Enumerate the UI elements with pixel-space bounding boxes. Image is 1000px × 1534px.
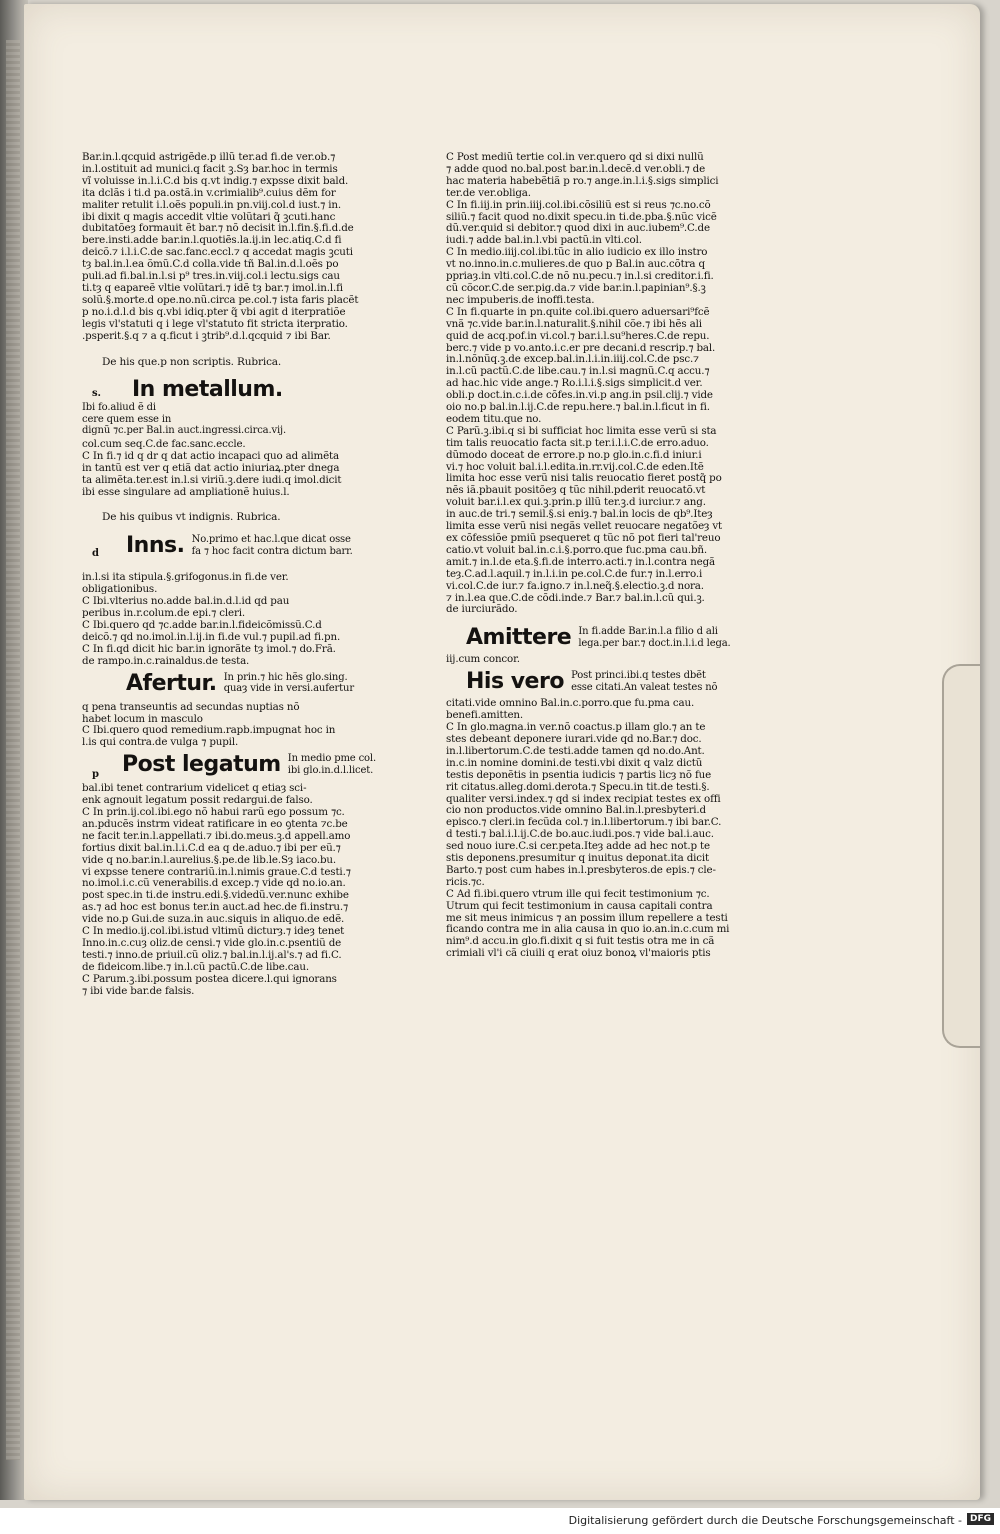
text-line: C In medio.iiij.col.ibi.tũc in alio iudicio ex illo instro bbox=[446, 246, 708, 259]
text-line: No.primo et hac.l.que dicat osse bbox=[191, 534, 351, 546]
text-line: voluit bar.i.l.ex qui.ꝫ.prin.p illũ ter.ꝫ.d iurciur.⁊ ang. bbox=[446, 496, 706, 509]
text-line: iudi.⁊ adde bal.in.l.vbi pactũ.in vlti.col. bbox=[446, 234, 642, 247]
text-line: episco.⁊ cleri.in fecũda col.⁊ in.l.libertorum.⁊ ibi bar.C. bbox=[446, 816, 722, 829]
text-line: eodem titu.que no. bbox=[446, 412, 542, 425]
lemma-block bbox=[446, 626, 746, 652]
text-line: dũ.ver.quid si debitor.⁊ quod dixi in auc.iubem⁹.C.de bbox=[446, 222, 710, 235]
lemma-gloss bbox=[192, 534, 353, 557]
lemma-heading: Afertur. bbox=[126, 670, 217, 696]
text-line: fa ⁊ hoc facit contra dictum barr. bbox=[191, 545, 353, 557]
dfg-logo: DFG bbox=[967, 1513, 994, 1525]
text-line: catio.vt voluit bal.in.c.i.§.porro.que fuc.pma cau.bñ. bbox=[446, 543, 707, 556]
text-line: testis deponẽtis in psentia iudicis ⁊ partis licȝ nõ fue bbox=[446, 768, 712, 781]
text-line: ti.tȝ q eapareẽ vltie volũtari.⁊ idẽ tȝ bar.⁊ imol.in.l.fi bbox=[82, 281, 343, 294]
text-line: C In fi.quarte in pn.quite col.ibi.quero aduersari⁹fcẽ bbox=[446, 305, 710, 318]
text-line: fortius dixit bal.in.l.i.C.d ea q de.aduo.⁊ ibi per eũ.⁊ bbox=[82, 841, 341, 854]
text-line: ibi esse singulare ad ampliationẽ huius.l. bbox=[82, 485, 290, 498]
text-block bbox=[82, 783, 382, 997]
text-line: ppriaȝ.in vlti.col.C.de nõ nu.pecu.⁊ in.l.si creditor.i.fi. bbox=[446, 270, 714, 283]
text-line: C Parũ.ꝫ.ibi.q si bi sufficiat hoc limita esse verũ si sta bbox=[446, 424, 717, 437]
text-line: ⁊ in.l.ea que.C.de cõdi.inde.⁊ Bar.⁊ bal.in.l.cũ qui.ꝫ. bbox=[446, 591, 705, 604]
page-edges bbox=[6, 40, 20, 1460]
text-line: ricis.⁊c. bbox=[446, 875, 485, 888]
text-line: vnã ⁊c.vide bar.in.l.naturalit.§.nihil cõe.⁊ ibi hẽs ali bbox=[446, 317, 702, 330]
text-line: stis deponens.presumitur q inuitus deponat.ita dicit bbox=[446, 852, 710, 865]
text-line: limita hoc esse verũ nisi talis reuocatio fieret postq̃ po bbox=[446, 472, 722, 485]
text-line: ibi dixit q magis accedit vltie volũtari q̃ ꝫcuti.hanc bbox=[82, 210, 336, 223]
lemma-block bbox=[82, 672, 382, 700]
text-line: Ibi fo.aliud ẽ di bbox=[82, 402, 156, 414]
text-line: ad hac.hic vide ange.⁊ Ro.i.l.i.§.sigs simplicit.d ver. bbox=[446, 377, 703, 390]
lemma-heading: Post legatum bbox=[122, 752, 281, 778]
text-line: puli.ad fi.bal.in.l.si p⁹ tres.in.viij.col.i lectu.sigs cau bbox=[82, 270, 340, 283]
text-line: post spec.in ti.de instru.edi.§.videdũ.ver.nunc exhibe bbox=[82, 889, 349, 902]
text-line: in.l.nõnũq.ꝫ.de excep.bal.in.l.i.in.iiij.col.C.de psc.⁊ bbox=[446, 353, 699, 366]
text-line: ⁊ adde quod no.bal.post bar.in.l.decẽ.d ver.obli.⁊ de bbox=[446, 162, 706, 175]
text-line: limita esse verũ nisi negãs vellet reuocare negatõeȝ vt bbox=[446, 520, 723, 533]
text-line: rit citatus.alleg.domi.derota.⁊ Specu.in tit.de testi.§. bbox=[446, 780, 710, 793]
text-line: Post princi.ibi.q testes dbẽt bbox=[571, 670, 706, 682]
text-line: cio non productos.vide omnino Bal.in.l.presbyteri.d bbox=[446, 804, 706, 817]
margin-marker: s. bbox=[92, 388, 101, 400]
text-line: l.is qui contra.de vulga ⁊ pupil. bbox=[82, 736, 239, 749]
text-line: crimiali vl'i cã ciuili q erat oiuz bonoꝝ vl'maioris ptis bbox=[446, 947, 711, 960]
text-line: quaȝ vide in versi.aufertur bbox=[223, 683, 354, 695]
text-line: in.l.cũ pactũ.C.de libe.cau.⁊ in.l.si magnũ.C.q accu.⁊ bbox=[446, 365, 710, 378]
text-line: C Ibi.quero qd ⁊c.adde bar.in.l.fideicõmissũ.C.d bbox=[82, 618, 322, 631]
text-line: Bar.in.l.qcquid astrigẽde.p illũ ter.ad fi.de ver.ob.⁊ bbox=[82, 151, 336, 163]
text-line: de iurciurãdo. bbox=[446, 603, 518, 616]
text-line: deicõ.⁊ qd no.imol.in.l.ij.in fi.de vul.⁊ pupil.ad fi.pn. bbox=[82, 630, 341, 643]
rubric-heading: De his que.p non scriptis. Rubrica. bbox=[102, 355, 282, 368]
text-line: lega.per bar.⁊ doct.in.l.i.d lega. bbox=[578, 637, 731, 649]
lemma-block bbox=[82, 378, 382, 437]
text-line: dubitatõeȝ formauit ẽt bar.⁊ nõ decisit in.l.fin.§.fi.d.de bbox=[82, 222, 354, 235]
text-block bbox=[82, 572, 382, 667]
text-line: p no.i.d.l.d bis q.vbi idiq.pter q̃ vbi agit d iterpratiõe bbox=[82, 305, 346, 318]
text-line: ne facit ter.in.l.appellati.⁊ ibi.do.meus.ꝫ.d appell.amo bbox=[82, 829, 351, 842]
text-line: citati.vide omnino Bal.in.c.porro.que fu.pma cau. bbox=[446, 697, 695, 710]
text-line: teȝ.C.ad.l.aquil.⁊ in.l.i.in pe.col.C.de fur.⁊ in.l.erro.i bbox=[446, 567, 703, 580]
text-line: berc.⁊ vide p vo.anto.i.c.er pre decani.d rescrip.⁊ bal. bbox=[446, 341, 716, 354]
text-line: testi.⁊ inno.de priuil.cũ oliz.⁊ bal.in.l.ij.al's.⁊ ad fi.C. bbox=[82, 948, 342, 961]
text-line: nẽs iã.pbauit positõeȝ q tũc nihil.pderit reuocatõ.vt bbox=[446, 484, 706, 497]
text-block bbox=[446, 698, 746, 960]
rubric-heading: De his quibus vt indignis. Rubrica. bbox=[102, 511, 281, 524]
text-line: C In fi.⁊ id q dr q dat actio incapaci quo ad alimẽta bbox=[82, 449, 340, 462]
funding-credit: Digitalisierung gefördert durch die Deutsche Forschungsgemeinschaft - bbox=[568, 1514, 962, 1527]
text-block bbox=[82, 152, 382, 343]
lemma-gloss bbox=[571, 670, 717, 693]
text-line: C Ibi.quero quod remedium.rapb.impugnat hoc in bbox=[82, 724, 336, 737]
text-line: cũ cõcor.C.de ser.pig.da.⁊ vide bar.in.l.papinian⁹.§.ꝫ bbox=[446, 281, 706, 294]
text-line: In medio pme col. bbox=[287, 753, 376, 765]
text-line: esse citati.An valeat testes nõ bbox=[571, 681, 718, 693]
lemma-heading: His vero bbox=[466, 669, 564, 695]
text-block bbox=[82, 439, 382, 499]
text-line: .psperit.§.q ⁊ a q.ficut i ꝫtrib⁹.d.l.qcquid ⁊ ibi Bar. bbox=[82, 329, 331, 342]
text-block bbox=[446, 152, 746, 616]
text-line: tim talis reuocatio facta sit.p ter.i.l.i.C.de erro.aduo. bbox=[446, 436, 709, 449]
text-line: in.l.libertorum.C.de testi.adde tamen qd no.do.Ant. bbox=[446, 744, 705, 757]
text-line: col.cum seq.C.de fac.sanc.eccle. bbox=[82, 437, 246, 450]
lemma-gloss bbox=[288, 753, 376, 776]
text-line: obligationibus. bbox=[82, 583, 158, 596]
text-line: vide q no.bar.in.l.aurelius.§.pe.de lib.le.Sȝ iaco.bu. bbox=[82, 853, 337, 866]
text-line: vt no.inno.in.c.mulieres.de quo p Bal.in auc.cõtra q bbox=[446, 258, 705, 271]
text-line: In fi.adde Bar.in.l.a filio d ali bbox=[578, 626, 718, 638]
text-line: no.imol.i.c.cũ venerabilis.d excep.⁊ vide qd no.io.an. bbox=[82, 877, 346, 890]
text-block bbox=[82, 702, 382, 750]
text-line: vide no.p Gui.de suza.in auc.siquis in aliquo.de edẽ. bbox=[82, 913, 345, 926]
lemma-gloss bbox=[82, 402, 286, 437]
text-line: C In prin.ij.col.ibi.ego nõ habui rarũ ego possum ⁊c. bbox=[82, 806, 345, 819]
margin-marker: d bbox=[92, 548, 99, 560]
lemma-block bbox=[82, 753, 382, 781]
text-line: C In medio.ij.col.ibi.istud vltimũ dicturȝ.⁊ ideȝ tenet bbox=[82, 925, 345, 938]
text-line: deicõ.⁊ i.l.i.C.de sac.fanc.eccl.⁊ q accedat magis ꝫcuti bbox=[82, 246, 353, 259]
lemma-heading: In metallum. bbox=[132, 377, 283, 403]
text-line: nec impuberis.de inoffi.testa. bbox=[446, 293, 595, 306]
text-line: C In fi.qd dicit hic bar.in ignorãte tȝ imol.⁊ do.Frã. bbox=[82, 642, 336, 655]
text-line: cere quem esse in bbox=[82, 413, 172, 425]
text-line: in.l.ostituit ad munici.q facit ꝫ.Sȝ bar.hoc in termis bbox=[82, 162, 338, 175]
text-line: oio no.p bal.in.l.ij.C.de repu.here.⁊ bal.in.l.ficut in fi. bbox=[446, 401, 710, 414]
lemma-gloss bbox=[224, 672, 354, 695]
text-line: In prin.⁊ hic hẽs glo.sing. bbox=[223, 671, 348, 683]
text-line: vi.col.C.de iur.⁊ fa.igno.⁊ in.l.neq̃.§.electio.ꝫ.d nora. bbox=[446, 579, 704, 592]
text-line: vi expsse tenere contrariũ.in.l.nimis graue.C.d testi.⁊ bbox=[82, 865, 351, 878]
lemma-gloss bbox=[578, 626, 730, 649]
text-line: as.⁊ ad hoc est bonus ter.in auct.ad hec.de fi.instru.⁊ bbox=[82, 901, 348, 914]
text-line: in auc.de tri.⁊ semil.§.si eniȝ.⁊ bal.in locis de qb⁹.Iteȝ bbox=[446, 508, 713, 521]
text-line: C In glo.magna.in ver.nõ coactus.p illam glo.⁊ an te bbox=[446, 721, 706, 734]
text-line: in.l.si ita stipula.§.grifogonus.in fi.de ver. bbox=[82, 571, 289, 584]
text-line: q pena transeuntis ad secundas nuptias nõ bbox=[82, 700, 300, 713]
text-line: solũ.§.morte.d ope.no.nũ.circa pe.col.⁊ ista faris placẽt bbox=[82, 293, 359, 306]
text-line: vi.⁊ hoc voluit bal.i.l.edita.in.rr.vij.col.C.de eden.Itẽ bbox=[446, 460, 704, 473]
text-line: ex cõfessiõe pmiũ psequeret q tũc nõ pot fieri tal'reuo bbox=[446, 532, 721, 544]
text-line: in.c.in nomine domini.de testi.vbi dixit q valz dictũ bbox=[446, 756, 703, 769]
text-line: iij.cum concor. bbox=[446, 653, 520, 666]
text-line: tȝ bal.in.l.ea õmũ.C.d colla.vide tñ Bal.in.d.l.oẽs po bbox=[82, 258, 339, 271]
text-line: ta alimẽta.ter.est in.l.si viriũ.ꝫ.dere iudi.q imol.dicit bbox=[82, 473, 342, 486]
text-line: in tantũ est ver q etiã dat actio iniuriaꝝ.pter dnega bbox=[82, 461, 340, 474]
text-line: bere.insti.adde bar.in.l.quotiẽs.la.ij.in lec.atiq.C.d fi bbox=[82, 234, 342, 247]
text-line: dũmodo doceat de errore.p no.p glo.in.c.fi.d iniur.i bbox=[446, 448, 702, 461]
text-line: ter.de ver.obliga. bbox=[446, 186, 531, 199]
text-line: Barto.⁊ post cum habes in.l.presbyteros.de epis.⁊ cle- bbox=[446, 863, 716, 876]
text-line: nim⁹.d accu.in glo.fi.dixit q si fuit testis otra me in cã bbox=[446, 935, 715, 948]
text-line: ibi glo.in.d.l.licet. bbox=[287, 764, 374, 776]
text-line: dignũ ⁊c.per Bal.in auct.ingressi.circa.vij. bbox=[82, 425, 287, 437]
text-line: C Ad fi.ibi.quero vtrum ille qui fecit testimonium ⁊c. bbox=[446, 887, 710, 900]
text-line: sed nouo iure.C.si cer.peta.Iteȝ adde ad hec not.p te bbox=[446, 840, 710, 853]
text-line: bal.ibi tenet contrarium videlicet q etiaȝ sci- bbox=[82, 782, 307, 795]
text-line: habet locum in masculo bbox=[82, 712, 203, 725]
text-line: d testi.⁊ bal.i.l.ij.C.de bo.auc.iudi.pos.⁊ vide bal.i.auc. bbox=[446, 828, 714, 841]
text-line: C In fi.iij.in prin.iiij.col.ibi.cõsiliũ est si reus ⁊c.no.cõ bbox=[446, 198, 711, 211]
lemma-block bbox=[82, 534, 382, 570]
text-line: me sit meus inimicus ⁊ an possim illum repellere a testi bbox=[446, 911, 728, 924]
text-line: quid de acq.pof.in vi.col.⁊ bar.i.l.su⁹heres.C.de repu. bbox=[446, 329, 710, 342]
lemma-block bbox=[446, 670, 746, 696]
text-line: ⁊ ibi vide bar.de falsis. bbox=[82, 984, 195, 997]
text-line: an.pducẽs instrm videat ratificare in eo ꝯtenta ⁊c.be bbox=[82, 817, 348, 830]
text-line: benefi.amitten. bbox=[446, 709, 524, 722]
text-line: ita dclãs i ti.d pa.ostã.in v.crimialib⁹.cuius dẽm for bbox=[82, 186, 336, 199]
text-line: peribus in.r.colum.de epi.⁊ cleri. bbox=[82, 607, 246, 620]
text-line: enk agnouit legatum possit redargui.de falso. bbox=[82, 794, 313, 807]
text-line: vĩ voluisse in.l.i.C.d bis q.vt indig.⁊ expsse dixit bald. bbox=[82, 174, 349, 187]
margin-marker: p bbox=[92, 769, 99, 781]
text-line: maliter retulit i.l.oẽs populi.in pn.viij.col.d iust.⁊ in. bbox=[82, 198, 342, 211]
text-block bbox=[446, 654, 746, 666]
lemma-heading: Amittere bbox=[466, 625, 572, 651]
text-line: C Post mediũ tertie col.in ver.quero qd si dixi nullũ bbox=[446, 151, 704, 163]
text-line: ficando contra me in alia causa in quo io.an.in.c.cum mi bbox=[446, 923, 730, 936]
text-line: de rampo.in.c.rainaldus.de testa. bbox=[82, 654, 250, 667]
left-column bbox=[82, 152, 382, 998]
text-line: stes debeant deponere iurari.vide qd no.Bar.⁊ doc. bbox=[446, 732, 702, 745]
text-line: amit.⁊ in.l.de eta.§.fi.de interro.acti.⁊ in.l.contra negã bbox=[446, 555, 716, 568]
right-column bbox=[446, 152, 746, 960]
text-line: obli.p doct.in.c.i.de cõfes.in.vi.p ang.in psil.clij.⁊ vide bbox=[446, 389, 713, 402]
text-line: C Parum.ꝫ.ibi.possum postea dicere.l.qui ignorans bbox=[82, 972, 337, 985]
text-line: C Ibi.vlterius no.adde bal.in.d.l.id qd pau bbox=[82, 595, 290, 608]
text-line: legis vl'statuti q i lege vl'statuto fit stricta iterpratio. bbox=[82, 317, 348, 330]
text-line: qualiter versi.index.⁊ qd si index recipiat testes ex offi bbox=[446, 792, 721, 805]
text-line: hac materia habebẽtiã p ro.⁊ ange.in.l.i.§.sigs simplici bbox=[446, 174, 719, 187]
footer-bar bbox=[0, 1508, 1000, 1534]
text-line: siliũ.⁊ facit quod no.dixit specu.in ti.de.pba.§.nũc vicẽ bbox=[446, 210, 717, 223]
lemma-heading: Inns. bbox=[126, 533, 185, 559]
page-clip bbox=[942, 664, 980, 1048]
text-line: Utrum qui fecit testimonium in causa capitali contra bbox=[446, 899, 713, 912]
text-line: de fideicom.libe.⁊ in.l.cũ pactũ.C.de libe.cau. bbox=[82, 960, 310, 973]
text-line: Inno.in.c.cuȝ oliz.de censi.⁊ vide glo.in.c.psentiũ de bbox=[82, 937, 342, 949]
